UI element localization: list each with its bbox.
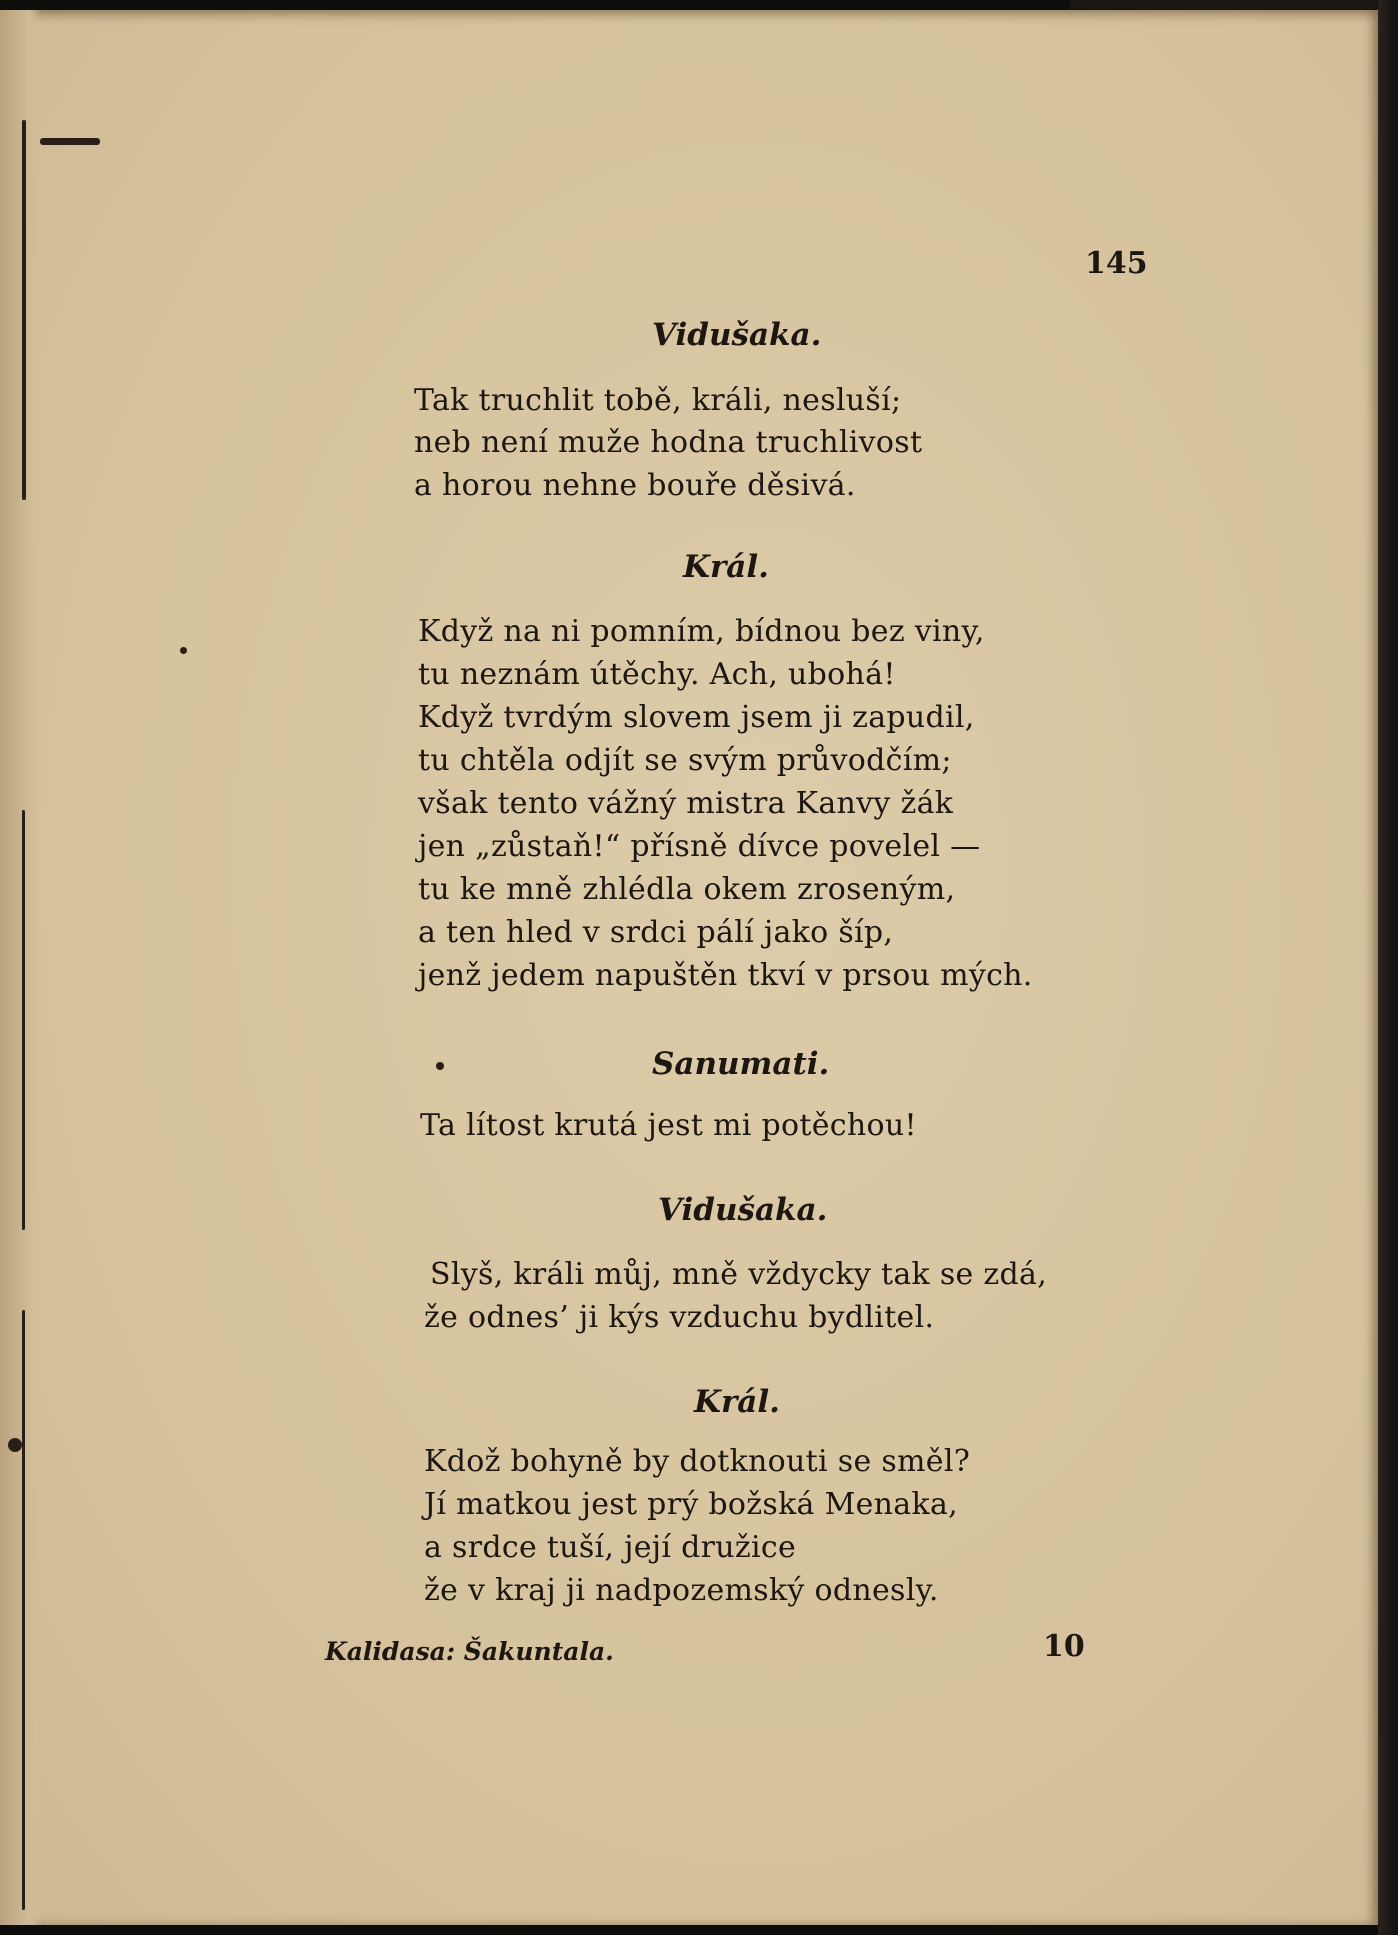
gutter-mark — [22, 810, 25, 1230]
verse-line: jenž jedem napuštěn tkví v prsou mých. — [418, 958, 1033, 993]
ink-dot — [8, 1438, 22, 1452]
verse-line: neb není muže hodna truchlivost — [414, 425, 923, 460]
gutter-mark — [22, 120, 26, 500]
ink-dot — [180, 647, 187, 654]
verse-line: však tento vážný mistra Kanvy žák — [418, 786, 954, 821]
ink-dot — [40, 138, 100, 145]
book-page — [0, 10, 1378, 1925]
verse-line: Když na ni pomním, bídnou bez viny, — [418, 614, 985, 649]
scan-edge — [1378, 0, 1398, 1935]
verse-line: tu chtěla odjít se svým průvodčím; — [418, 743, 952, 778]
verse-line: Slyš, králi můj, mně vždycky tak se zdá, — [430, 1257, 1048, 1292]
page-gutter — [0, 10, 42, 1925]
verse-line: a ten hled v srdci pálí jako šíp, — [418, 915, 894, 950]
speaker-label: Sanumati. — [652, 1046, 830, 1082]
footer-title: Kalidasa: Šakuntala. — [325, 1637, 614, 1666]
signature-number: 10 — [1043, 1629, 1085, 1664]
scan-edge — [1070, 0, 1398, 10]
ink-dot — [436, 1062, 444, 1070]
verse-line: Když tvrdým slovem jsem ji zapudil, — [418, 700, 975, 735]
verse-line: tu neznám útěchy. Ach, ubohá! — [418, 657, 896, 692]
speaker-label: Král. — [694, 1384, 780, 1420]
verse-line: Ta lítost krutá jest mi potěchou! — [420, 1108, 917, 1143]
verse-line: tu ke mně zhlédla okem zroseným, — [418, 872, 956, 907]
verse-line: a srdce tuší, její družice — [424, 1530, 797, 1565]
speaker-label: Vidušaka. — [658, 1192, 828, 1228]
speaker-label: Král. — [683, 549, 769, 585]
verse-line: Tak truchlit tobě, králi, nesluší; — [414, 383, 902, 418]
speaker-label: Vidušaka. — [652, 317, 822, 353]
page-number: 145 — [1085, 246, 1148, 281]
verse-line: že odnes’ ji kýs vzduchu bydlitel. — [424, 1300, 935, 1335]
verse-line: a horou nehne bouře děsivá. — [414, 468, 856, 503]
verse-line: jen „zůstaň!“ přísně dívce povelel — — [418, 829, 981, 864]
gutter-mark — [22, 1310, 25, 1910]
verse-line: Jí matkou jest prý božská Menaka, — [424, 1487, 958, 1522]
verse-line: že v kraj ji nadpozemský odnesly. — [424, 1573, 939, 1608]
verse-line: Kdož bohyně by dotknouti se směl? — [424, 1444, 971, 1479]
